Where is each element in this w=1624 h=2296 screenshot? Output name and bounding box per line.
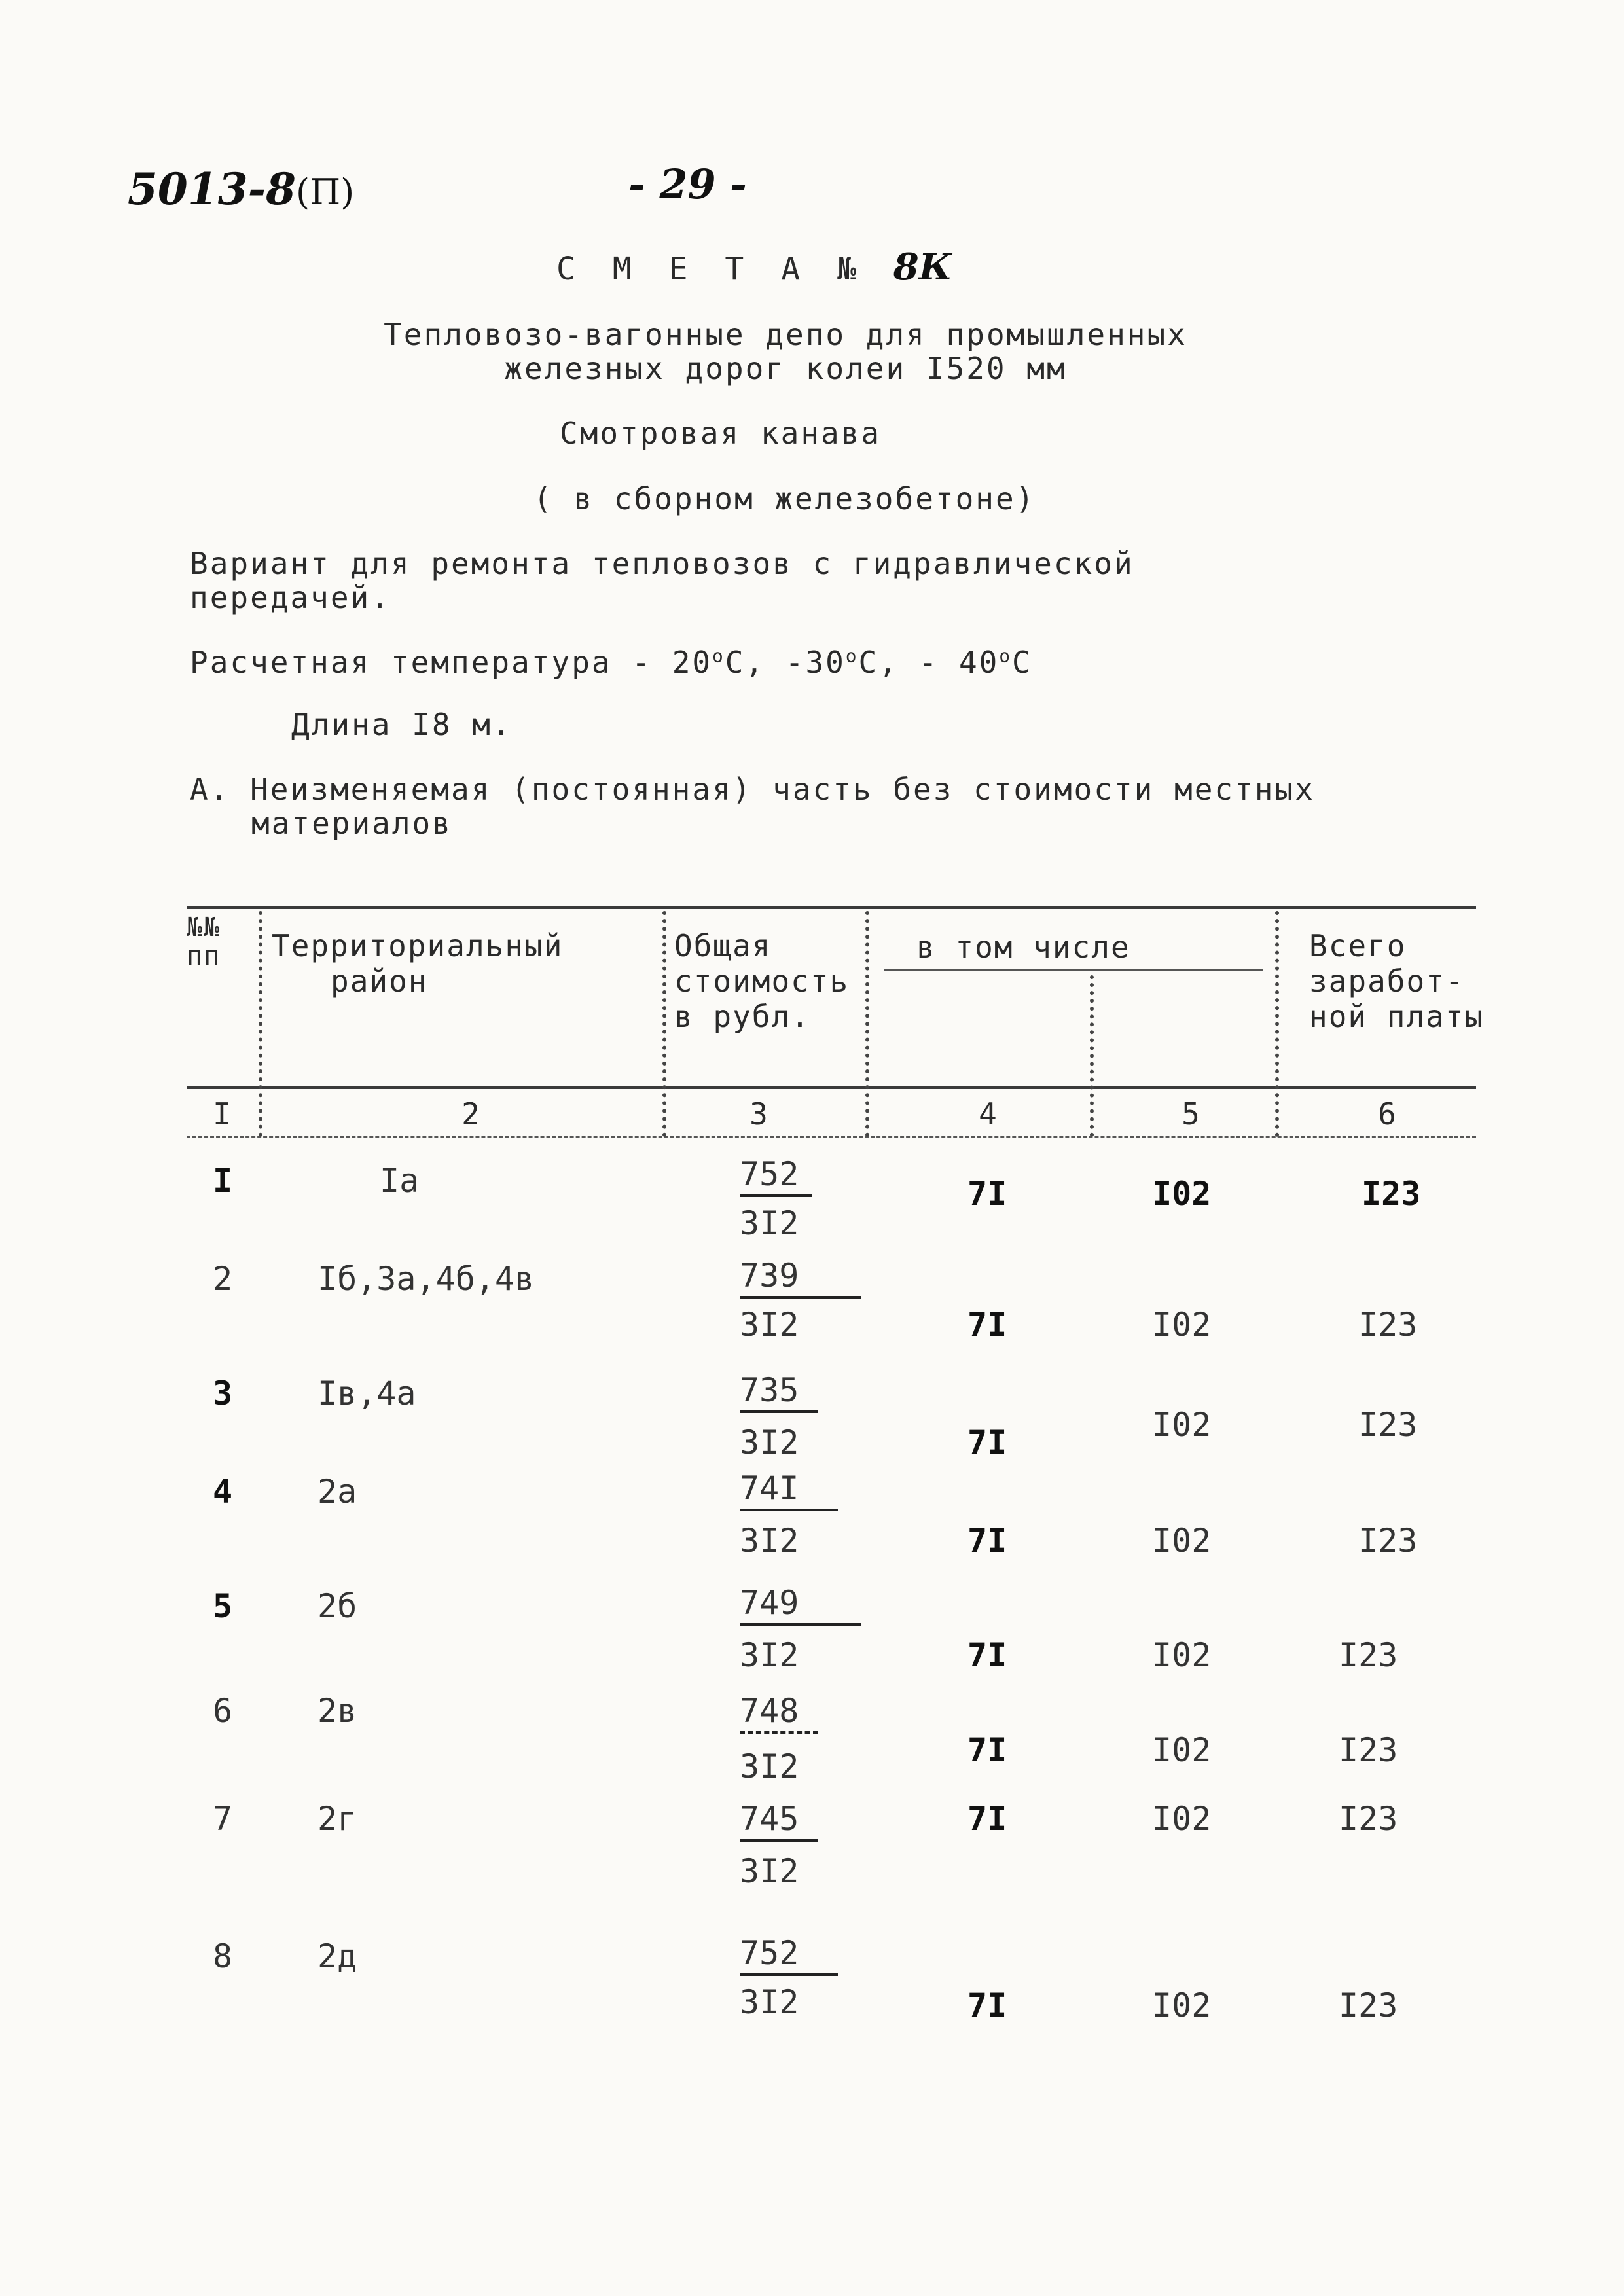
colnum-bottom-rule (187, 1136, 1476, 1138)
cost-top: 745 (740, 1800, 818, 1842)
col5-value: I02 (1152, 1306, 1212, 1344)
col6-value: I23 (1339, 1800, 1398, 1838)
row-number: 7 (213, 1800, 233, 1838)
territorial-district: 2г (317, 1800, 357, 1838)
col6-value: I23 (1339, 1731, 1398, 1769)
territorial-district: Iа (380, 1162, 420, 1200)
row-number: 4 (213, 1473, 233, 1511)
cost-bottom: 3I2 (740, 1204, 799, 1242)
estimate-title: С М Е Т А № 8К (556, 245, 952, 289)
col4-value: 7I (967, 1731, 1007, 1769)
col4-value: 7I (967, 1522, 1007, 1560)
header-row-number: №№ пп (187, 912, 221, 971)
row-number: 8 (213, 1937, 233, 1975)
territorial-district: 2в (317, 1692, 357, 1730)
colnum-6: 6 (1378, 1096, 1398, 1132)
colnum-1: I (213, 1096, 232, 1132)
col5-value: I02 (1152, 1800, 1212, 1838)
territorial-district: 2а (317, 1473, 357, 1511)
colnum-2: 2 (461, 1096, 481, 1132)
territorial-district: 2д (317, 1937, 357, 1975)
col6-value: I23 (1358, 1406, 1418, 1444)
cost-bottom: 3I2 (740, 1852, 799, 1890)
row-number: I (213, 1162, 233, 1200)
object-note: ( в сборном железобетоне) (533, 481, 1036, 516)
cost-bottom: 3I2 (740, 1636, 799, 1674)
colnum-4: 4 (979, 1096, 998, 1132)
section-heading: А. Неизменяемая (постоянная) часть без стоимости местных материалов (190, 772, 1315, 841)
page-number: - 29 - (628, 160, 747, 208)
col5-value: I02 (1152, 1731, 1212, 1769)
object-name: Смотровая канава (560, 416, 882, 451)
variant-text: Вариант для ремонта тепловозов с гидравлической передачей. (190, 546, 1134, 615)
col6-value: I23 (1339, 1986, 1398, 2024)
header-bottom-rule (187, 1086, 1476, 1089)
col6-value: I23 (1362, 1175, 1421, 1213)
row-number: 2 (213, 1260, 233, 1298)
colnum-3: 3 (749, 1096, 769, 1132)
cost-top: 752 (740, 1934, 838, 1976)
header-territorial-district: Территориальный район (272, 928, 564, 999)
colnum-5: 5 (1182, 1096, 1201, 1132)
header-total-cost: Общая стоимость в рубл. (674, 928, 850, 1034)
territorial-district: Iв,4а (317, 1374, 416, 1412)
cost-top: 748 (740, 1692, 818, 1734)
table-top-rule (187, 906, 1476, 909)
group-rule (884, 969, 1263, 971)
col5-value: I02 (1152, 1175, 1212, 1213)
cost-bottom: 3I2 (740, 1748, 799, 1785)
col-sep-2 (662, 911, 666, 1137)
col4-value: 7I (967, 1986, 1007, 2024)
col-sep-1 (259, 911, 262, 1137)
subtitle: Тепловозо-вагонные депо для промышленных железных дорог колеи I520 мм (384, 317, 1187, 386)
col5-value: I02 (1152, 1406, 1212, 1444)
col5-value: I02 (1152, 1636, 1212, 1674)
col4-value: 7I (967, 1424, 1007, 1462)
cost-top: 739 (740, 1257, 861, 1299)
row-number: 6 (213, 1692, 233, 1730)
col-sep-5 (1275, 911, 1279, 1137)
design-temperature: Расчетная температура - 20$^o$C, -30$^o$C, - 40$^o$C (190, 645, 1032, 680)
col5-value: I02 (1152, 1522, 1212, 1560)
col-sep-4 (1090, 975, 1094, 1137)
col6-value: I23 (1358, 1522, 1418, 1560)
col4-value: 7I (967, 1800, 1007, 1838)
length: Длина I8 м. (291, 707, 513, 742)
col4-value: 7I (967, 1175, 1007, 1213)
cost-bottom: 3I2 (740, 1424, 799, 1462)
territorial-district: Iб,3а,4б,4в (317, 1260, 535, 1298)
cost-top: 735 (740, 1371, 818, 1413)
col-sep-3 (865, 911, 869, 1137)
cost-bottom: 3I2 (740, 1306, 799, 1344)
cost-bottom: 3I2 (740, 1522, 799, 1560)
document-code: 5013-8(П) (128, 164, 355, 215)
row-number: 3 (213, 1374, 233, 1412)
cost-top: 752 (740, 1155, 812, 1197)
cost-top: 74I (740, 1469, 838, 1511)
header-total-wages: Всего заработ- ной платы (1309, 928, 1485, 1034)
territorial-district: 2б (317, 1587, 357, 1625)
col5-value: I02 (1152, 1986, 1212, 2024)
col4-value: 7I (967, 1306, 1007, 1344)
cost-bottom: 3I2 (740, 1983, 799, 2021)
cost-top: 749 (740, 1584, 861, 1626)
row-number: 5 (213, 1587, 233, 1625)
header-including: в том числе (916, 929, 1130, 965)
col6-value: I23 (1339, 1636, 1398, 1674)
col4-value: 7I (967, 1636, 1007, 1674)
col6-value: I23 (1358, 1306, 1418, 1344)
